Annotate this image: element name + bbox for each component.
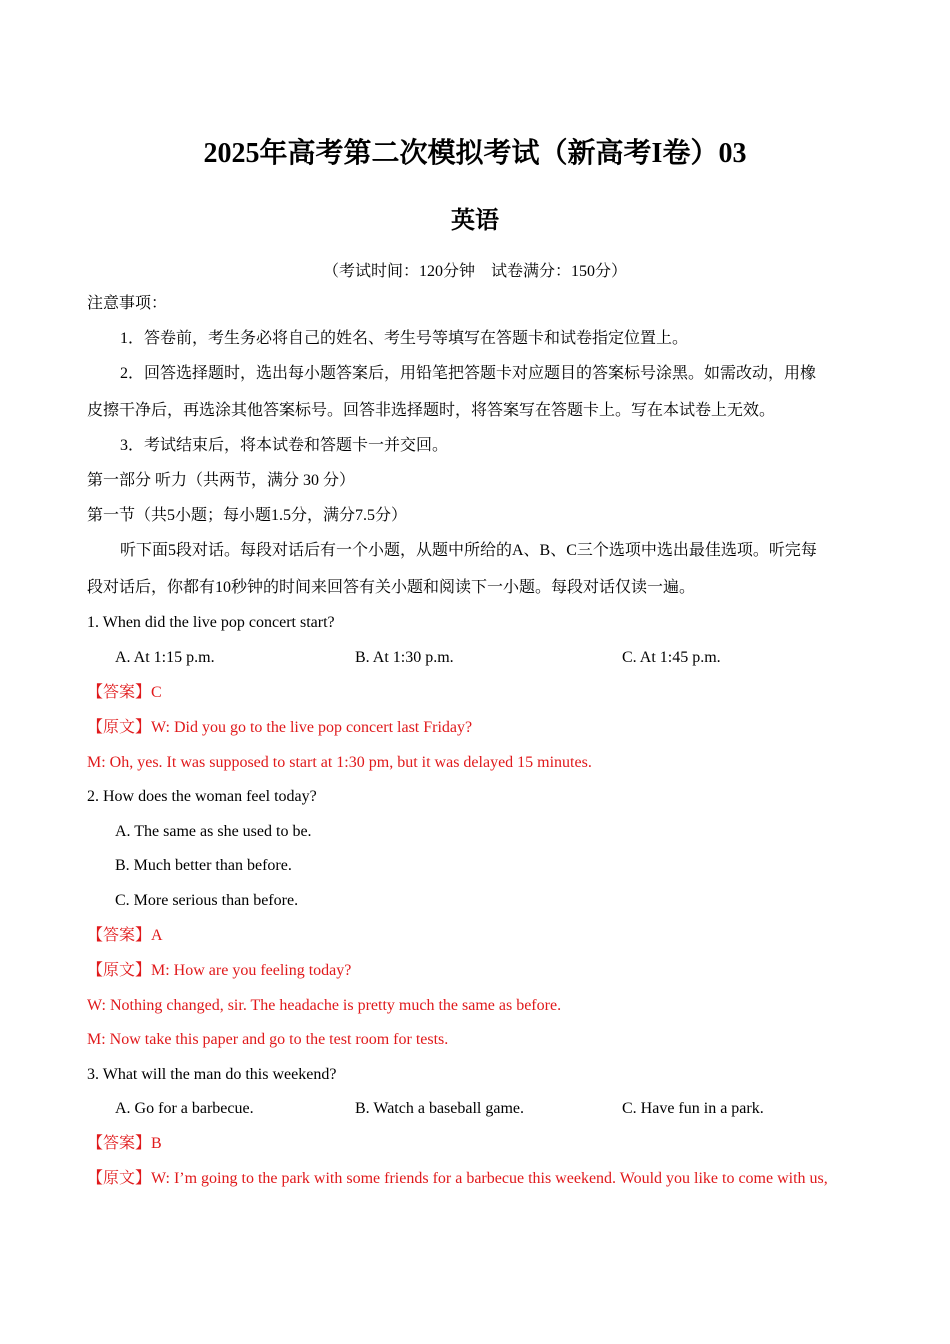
q1-option-b: B. At 1:30 p.m. (355, 649, 454, 666)
note-item-1: 1．答卷前，考生务必将自己的姓名、考生号等填写在答题卡和试卷指定位置上。 (120, 330, 689, 347)
note-item-2-line-1: 2．回答选择题时，选出每小题答案后，用铅笔把答题卡对应题目的答案标号涂黑。如需改动，用橡 (120, 365, 817, 382)
exam-title: 2025年高考第二次模拟考试（新高考I卷）03 (203, 138, 747, 169)
instructions-line-1: 听下面5段对话。每段对话后有一个小题，从题中所给的A、B、C三个选项中选出最佳选项。听完每 (120, 542, 817, 559)
q3-answer: 【答案】B (87, 1135, 162, 1152)
note-item-2-line-2: 皮擦干净后，再选涂其他答案标号。回答非选择题时，将答案写在答题卡上。写在本试卷上无效。 (87, 402, 776, 419)
q1-script-1: 【原文】W: Did you go to the live pop concert last Friday? (87, 719, 473, 736)
q2-option-c: C. More serious than before. (115, 892, 299, 909)
q1-option-a: A. At 1:15 p.m. (115, 649, 215, 666)
q3-option-c: C. Have fun in a park. (622, 1100, 764, 1117)
part1-heading: 第一部分 听力（共两节，满分 30 分） (87, 472, 356, 489)
q2-script-3: M: Now take this paper and go to the test room for tests. (87, 1031, 449, 1048)
q2-script-1: 【原文】M: How are you feeling today? (87, 962, 352, 979)
section1-heading: 第一节（共5小题；每小题1.5分，满分7.5分） (87, 507, 408, 524)
exam-meta: （考试时间：120分钟 试卷满分：150分） (322, 263, 627, 280)
note-item-3: 3．考试结束后，将本试卷和答题卡一并交回。 (120, 437, 449, 454)
q3-script-1: 【原文】W: I’m going to the park with some friends for a barbecue this weekend. Would you like to come with us, (87, 1170, 828, 1187)
q2-option-b: B. Much better than before. (115, 857, 292, 874)
q3-option-a: A. Go for a barbecue. (115, 1100, 254, 1117)
instructions-line-2: 段对话后，你都有10秒钟的时间来回答有关小题和阅读下一小题。每段对话仅读一遍。 (87, 579, 696, 596)
q1-option-c: C. At 1:45 p.m. (622, 649, 721, 666)
q1-answer: 【答案】C (87, 684, 162, 701)
q2-option-a: A. The same as she used to be. (115, 823, 312, 840)
notes-heading: 注意事项： (87, 295, 168, 312)
q1-script-2: M: Oh, yes. It was supposed to start at 1:30 pm, but it was delayed 15 minutes. (87, 754, 592, 771)
q2-stem: 2. How does the woman feel today? (87, 788, 317, 805)
q2-answer: 【答案】A (87, 927, 163, 944)
q3-option-b: B. Watch a baseball game. (355, 1100, 525, 1117)
q3-stem: 3. What will the man do this weekend? (87, 1066, 337, 1083)
q1-stem: 1. When did the live pop concert start? (87, 614, 335, 631)
subject-title: 英语 (451, 208, 499, 234)
q2-script-2: W: Nothing changed, sir. The headache is pretty much the same as before. (87, 997, 562, 1014)
